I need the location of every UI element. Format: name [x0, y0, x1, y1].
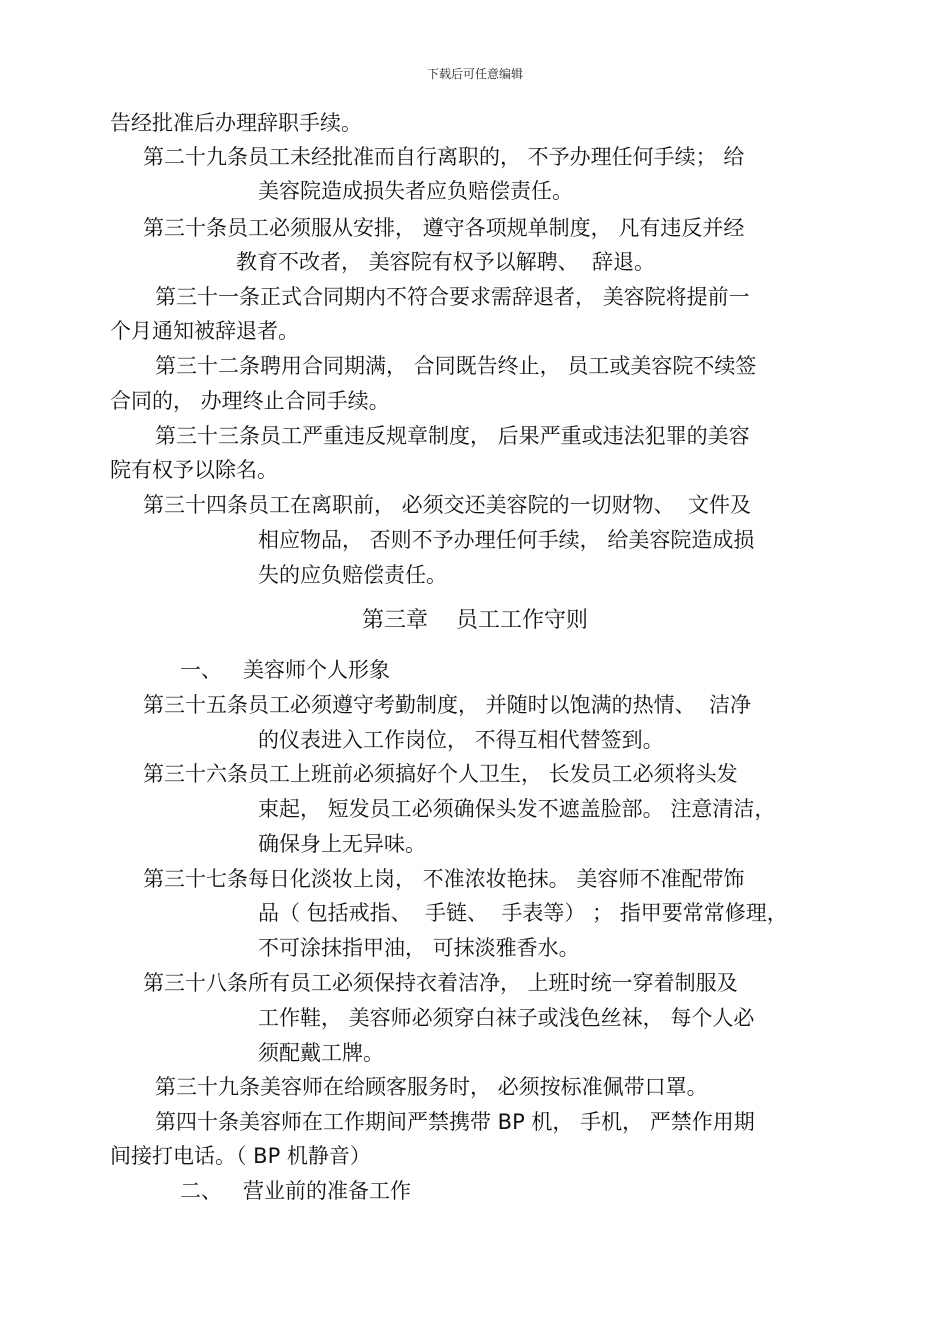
article-32: 第三十二条聘用合同期满， 合同既告终止， 员工或美容院不续签 [155, 354, 757, 378]
text-line: 品（ 包括戒指、 手链、 手表等） ； 指甲要常常修理， [258, 901, 788, 925]
article-29: 第二十九条员工未经批准而自行离职的， 不予办理任何手续； 给 [143, 145, 745, 169]
article-34: 第三十四条员工在离职前， 必须交还美容院的一切财物、 文件及 [143, 493, 752, 517]
article-36: 第三十六条员工上班前必须搞好个人卫生， 长发员工必须将头发 [143, 762, 738, 786]
article-33: 第三十三条员工严重违反规章制度， 后果严重或违法犯罪的美容 [155, 424, 750, 448]
article-37: 第三十七条每日化淡妆上岗， 不准浓妆艳抹。 美容师不准配带饰 [143, 867, 745, 891]
article-39: 第三十九条美容师在给顾客服务时， 必须按标准佩带口罩。 [155, 1075, 708, 1099]
text-line: 束起， 短发员工必须确保头发不遮盖脸部。 注意清洁， [258, 797, 776, 821]
text-line: 告经批准后办理辞职手续。 [110, 111, 362, 135]
text-line: 教育不改者， 美容院有权予以解聘、 辞退。 [236, 250, 656, 274]
article-30: 第三十条员工必须服从安排， 遵守各项规单制度， 凡有违反并经 [143, 216, 745, 240]
text-line: 相应物品， 否则不予办理任何手续， 给美容院造成损 [258, 528, 755, 552]
text-line: 美容院造成损失者应负赔偿责任。 [258, 179, 573, 203]
article-31: 第三十一条正式合同期内不符合要求需辞退者， 美容院将提前一 [155, 285, 750, 309]
text-line: 确保身上无异味。 [258, 832, 426, 856]
text-line: 院有权予以除名。 [110, 458, 278, 482]
section-number: 二、 [180, 1179, 222, 1203]
text-line: 工作鞋， 美容师必须穿白袜子或浅色丝袜， 每个人必 [258, 1006, 755, 1030]
section-heading: 美容师个人形象 [243, 658, 390, 682]
text-line: 的仪表进入工作岗位， 不得互相代替签到。 [258, 728, 664, 752]
text-line: 不可涂抹指甲油， 可抹淡雅香水。 [258, 936, 580, 960]
text-line: 须配戴工牌。 [258, 1041, 384, 1065]
text-line: 个月通知被辞退者。 [110, 319, 299, 343]
article-38: 第三十八条所有员工必须保持衣着洁净， 上班时统一穿着制服及 [143, 971, 738, 995]
text-line: 失的应负赔偿责任。 [258, 563, 447, 587]
article-35: 第三十五条员工必须遵守考勤制度， 并随时以饱满的热情、 洁净 [143, 693, 752, 717]
section-heading: 营业前的准备工作 [243, 1179, 411, 1203]
chapter-heading: 第三章 员工工作守则 [362, 608, 588, 633]
text-line: 合同的， 办理终止合同手续。 [110, 389, 390, 413]
text-line: 间接打电话。（ BP 机静音） [110, 1144, 371, 1168]
page-header: 下载后可任意编辑 [426, 67, 523, 81]
article-40: 第四十条美容师在工作期间严禁携带 BP 机， 手机， 严禁作用期 [155, 1110, 755, 1134]
section-number: 一、 [180, 658, 222, 682]
